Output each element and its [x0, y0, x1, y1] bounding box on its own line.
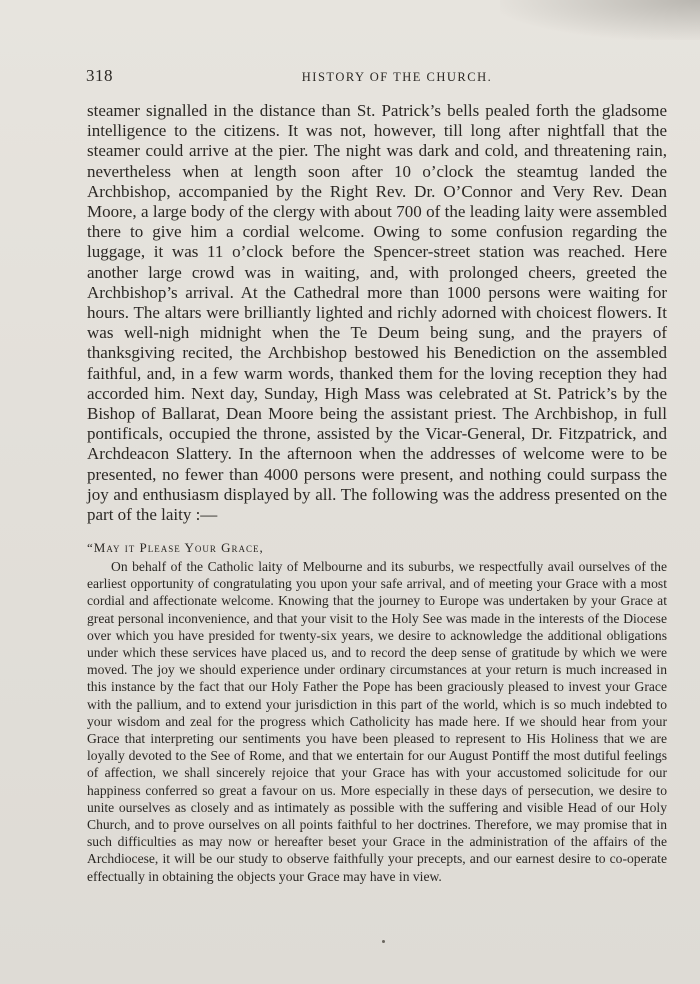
- page-corner-shadow: [500, 0, 700, 40]
- running-head: HISTORY OF THE CHURCH.: [301, 70, 493, 84]
- body-paragraph: steamer signalled in the distance than St. Patrick’s bells pealed forth the gladsome intelligence to the citizens. It was not, however, till long after nightfall that the steamer could arrive at the pier. The night was dark and cold, and threatening rain, nevertheless when at length soon after 10 o’clock the steamtug landed the Archbishop, accompanied by the Right Rev. Dr. O’Connor and Very Rev. Dean Moore, a large body of the clergy with about 700 of the leading laity were assembled there to give him a cordial welcome. Owing to some confusion regarding the luggage, it was 11 o’clock before the Spencer-street station was reached. Here another large crowd was in waiting, and, with prolonged cheers, greeted the Archbishop’s arrival. At the Cathedral more than 1000 persons were waiting for hours. The altars were brilliantly lighted and richly adorned with choicest flowers. It was well-nigh midnight when the Te Deum being sung, and the prayers of thanksgiving recited, the Archbishop bestowed his Benediction on the assembled faithful, and, in a few warm words, thanked them for the loving reception they had accorded him. Next day, Sunday, High Mass was celebrated at St. Patrick’s by the Bishop of Ballarat, Dean Moore being the assistant priest. The Archbishop, in full pontificals, occupied the throne, assisted by the Vicar-General, Dr. Fitzpatrick, and Archdeacon Slattery. In the afternoon when the addresses of welcome were to be presented, no fewer than 4000 persons were present, and nothing could surpass the joy and enthusiasm displayed by all. The following was the address presented on the part of the laity :—: [87, 101, 667, 525]
- ink-speck: [382, 940, 385, 943]
- address-salutation: “May it Please Your Grace,: [87, 540, 264, 555]
- page-number: 318: [86, 66, 113, 85]
- address-text: On behalf of the Catholic laity of Melbourne and its suburbs, we respectfully avail ourselves of the earliest opportunity of congratulating you upon your safe arrival, and of meeting your Grace with a most cordial and affectionate welcome. Knowing that the journey to Europe was undertaken by your Grace at great personal inconvenience, and that your visit to the Holy See was made in the interests of the Diocese over which you have presided for twenty-six years, we desire to acknowledge the additional obligations under which these services have placed us, and to record the deep sense of gratitude by which we were moved. The joy we should experience under ordinary circumstances at your return is much increased in this instance by the fact that our Holy Father the Pope has been graciously pleased to invest your Grace with the pallium, and to extend your jurisdiction in this part of the world, which is so much indebted to your wisdom and zeal for the progress which Catholicity has made here. If we should hear from your Grace that interpreting our sentiments you have been pleased to represent to His Holiness that we are loyally devoted to the See of Rome, and that we entertain for our August Pontiff the most dutiful feelings of affection, we shall sincerely rejoice that your Grace has with your accustomed solicitude for our happiness conferred so great a favour on us. More especially in these days of persecution, we desire to unite ourselves as closely and as intimately as possible with the suffering and visible Head of our Holy Church, and to prove ourselves on all points faithful to her doctrines. Therefore, we may promise that in such difficulties as may now or hereafter beset your Grace in the administration of the affairs of the Archdiocese, it will be our study to observe faithfully your precepts, and our earnest desire to co-operate effectually in obtaining the objects your Grace may have in view.: [87, 559, 667, 884]
- page-header: [86, 66, 668, 88]
